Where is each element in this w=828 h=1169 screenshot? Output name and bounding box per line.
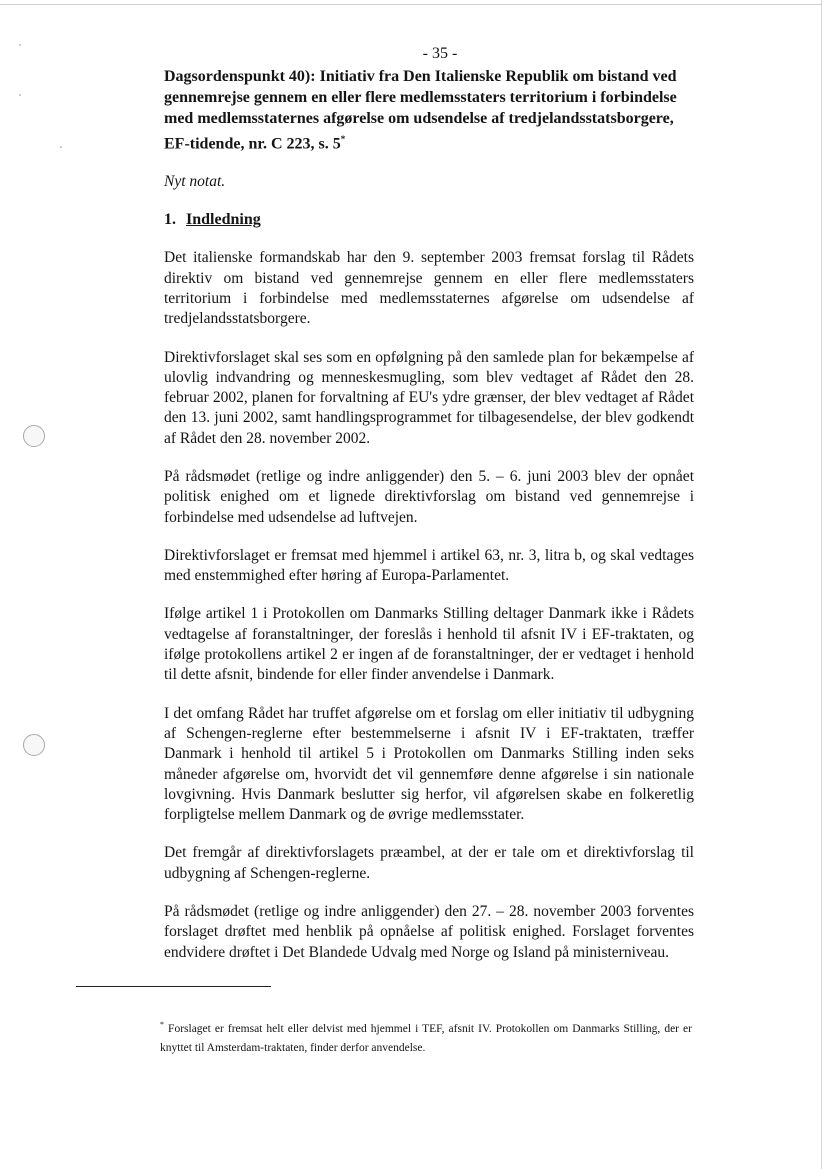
scan-speck <box>60 146 62 148</box>
heading-footnote-marker: * <box>340 134 346 144</box>
agenda-heading-text: Dagsordenspunkt 40): Initiativ fra Den Italienske Republik om bistand ved gennemrejse gennem en eller flere medlemsstaters territorium i forbindelse med medlemsstaternes afgørelse om udsendelse af tredjelandsstatsborgere, EF-tidende, nr. C 223, s. 5 <box>164 68 677 153</box>
document-body <box>164 66 694 963</box>
agenda-heading <box>164 66 694 154</box>
scan-speck <box>19 94 21 96</box>
footnote-text: Forslaget er fremsat helt eller delvist med hjemmel i TEF, afsnit IV. Protokollen om Danmarks Stilling, der er knyttet til Amsterdam-traktaten, finder derfor anvendelse. <box>160 1022 692 1054</box>
page-number: - 35 - <box>422 45 458 62</box>
punch-hole <box>23 425 45 447</box>
paragraph: I det omfang Rådet har truffet afgørelse om et forslag om eller initiativ til udbygning af Schengen-reglerne efter bestemmelserne i afsnit IV i EF-traktaten, træffer Danmark i henhold til artikel 5 i Protokollen om Danmarks Stilling inden seks måneder afgørelse om, hvorvidt det vil gennemføre denne afgørelse i sin nationale lovgivning. Hvis Danmark beslutter sig herfor, vil afgørelsen skabe en folkeretlig forpligtelse mellem Danmark og de øvrige medlemsstater. <box>164 704 694 824</box>
paragraph: På rådsmødet (retlige og indre anliggender) den 5. – 6. juni 2003 blev der opnået politisk enighed om et lignede direktivforslag om bistand ved gennemrejse i forbindelse med udsendelse ad luftvejen. <box>164 468 694 526</box>
paragraph: Det fremgår af direktivforslagets præambel, at der er tale om et direktivforslag til udbygning af Schengen-reglerne. <box>164 844 694 882</box>
note-label: Nyt notat. <box>164 173 226 191</box>
section-title: Indledning <box>186 211 261 229</box>
scan-edge-top <box>0 4 822 5</box>
punch-hole <box>23 734 45 756</box>
paragraph: På rådsmødet (retlige og indre anliggender) den 27. – 28. november 2003 forventes forslaget drøftet med henblik på opnåelse af politisk enighed. Forslaget forventes endvidere drøftet i Det Blandede Udvalg med Norge og Island på ministerniveau. <box>164 903 694 961</box>
footnote-divider <box>76 986 271 987</box>
paragraph: Det italienske formandskab har den 9. september 2003 fremsat forslag til Rådets direktiv om bistand ved gennemrejse gennem en eller flere medlemsstaters territorium i forbindelse med medlemsstaternes afgørelse om udsendelse af tredjelandsstatsborgere. <box>164 249 694 328</box>
scan-edge-right <box>821 0 822 1169</box>
footnote-marker: * <box>160 1020 164 1029</box>
paragraph: Ifølge artikel 1 i Protokollen om Danmarks Stilling deltager Danmark ikke i Rådets vedtagelse af foranstaltninger, der foreslås i henhold til afsnit IV i EF-traktaten, og ifølge protokollens artikel 2 er ingen af de foranstaltninger, der er vedtaget i henhold til dette afsnit, bindende for eller finder anvendelse i Danmark. <box>164 605 694 684</box>
footnote <box>160 1015 692 1058</box>
paragraph: Direktivforslaget skal ses som en opfølgning på den samlede plan for bekæmpelse af ulovlig indvandring og menneskesmugling, som blev vedtaget af Rådet den 28. februar 2002, planen for forvaltning af EU's ydre grænser, der blev vedtaget af Rådet den 13. juni 2002, samt handlingsprogrammet for tilbagesendelse, der blev godkendt af Rådet den 28. november 2002. <box>164 348 694 447</box>
paragraph: Direktivforslaget er fremsat med hjemmel i artikel 63, nr. 3, litra b, og skal vedtages med enstemmighed efter høring af Europa-Parlamentet. <box>164 546 694 585</box>
section-heading <box>164 210 694 230</box>
section-number: 1. <box>164 211 176 229</box>
